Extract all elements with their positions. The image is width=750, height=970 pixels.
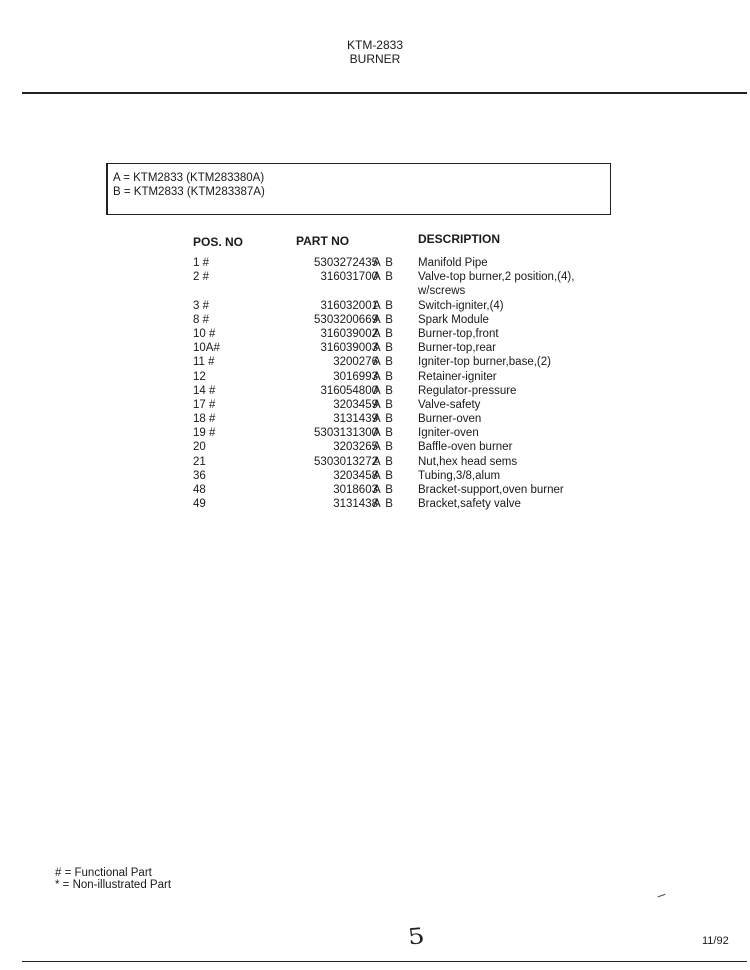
table-row <box>0 256 750 270</box>
models-cell: A B <box>373 327 394 340</box>
part-number-cell: 3131438 <box>333 498 378 511</box>
models-cell: A B <box>373 441 394 454</box>
stray-mark <box>658 894 667 900</box>
table-row <box>0 313 750 327</box>
bottom-divider <box>22 961 747 962</box>
models-cell: A B <box>373 299 394 312</box>
description-cell: Nut,hex head sems <box>418 455 518 468</box>
table-row <box>0 341 750 355</box>
description-cell: Switch-igniter,(4) <box>418 299 504 312</box>
column-header-description: DESCRIPTION <box>418 232 501 246</box>
table-row <box>0 497 750 511</box>
part-number-cell: 3131439 <box>333 413 378 426</box>
part-number-cell: 316032001 <box>320 299 378 312</box>
model-number: KTM-2833 <box>346 38 404 52</box>
pos-cell: 10 # <box>193 327 216 340</box>
table-row <box>0 440 750 454</box>
part-number-cell: 3203265 <box>333 441 378 454</box>
table-row <box>0 355 750 369</box>
part-number-cell: 5303013272 <box>314 455 378 468</box>
part-number-cell: 5303200669 <box>314 313 378 326</box>
description-cell: Burner-top,front <box>418 327 499 340</box>
parts-table-body <box>0 256 750 511</box>
table-row <box>0 270 750 298</box>
models-cell: A B <box>373 398 394 411</box>
models-cell: A B <box>373 384 394 397</box>
footnote-non-illustrated: * = Non-illustrated Part <box>55 878 172 891</box>
description-cell: Bracket-support,oven burner <box>418 484 564 497</box>
pos-cell: 8 # <box>193 313 209 326</box>
table-row <box>0 299 750 313</box>
pos-cell: 20 <box>193 441 206 454</box>
top-divider <box>22 92 747 94</box>
pos-cell: 10A# <box>193 342 220 355</box>
part-number-cell: 316039002 <box>320 327 378 340</box>
table-row <box>0 398 750 412</box>
part-number-cell: 3018603 <box>333 484 378 497</box>
pos-cell: 18 # <box>193 413 216 426</box>
pos-cell: 12 <box>193 370 206 383</box>
description-cell: Manifold Pipe <box>418 257 488 269</box>
models-cell: A B <box>373 313 394 326</box>
models-cell: A B <box>373 370 394 383</box>
models-cell: A B <box>373 356 394 369</box>
pos-cell: 19 # <box>193 427 216 440</box>
model-legend-box <box>106 163 611 215</box>
part-number-cell: 5303131300 <box>314 427 378 440</box>
section-title: BURNER <box>349 52 401 66</box>
model-legend-b: B = KTM2833 (KTM283387A) <box>113 186 265 198</box>
column-header-part: PART NO <box>296 234 350 248</box>
models-cell: A B <box>373 271 394 284</box>
models-cell: A B <box>373 498 394 511</box>
column-header-pos: POS. NO <box>193 235 244 249</box>
description-cell: Burner-top,rear <box>418 342 496 355</box>
description-cell: Burner-oven <box>418 413 482 426</box>
footnotes <box>55 868 171 891</box>
pos-cell: 11 # <box>193 356 215 369</box>
pos-cell: 1 # <box>193 257 209 269</box>
models-cell: A B <box>373 257 394 269</box>
models-cell: A B <box>373 469 394 482</box>
part-number-cell: 3200276 <box>333 356 378 369</box>
table-row <box>0 455 750 469</box>
description-cell: Spark Module <box>418 313 489 326</box>
part-number-cell: 316031700 <box>320 271 378 284</box>
models-cell: A B <box>373 342 394 355</box>
part-number-cell: 3203458 <box>333 469 378 482</box>
page-header <box>0 38 750 66</box>
models-cell: A B <box>373 455 394 468</box>
models-cell: A B <box>373 427 394 440</box>
description-cell: Valve-safety <box>418 398 481 411</box>
pos-cell: 14 # <box>193 384 216 397</box>
model-legend-a: A = KTM2833 (KTM283380A) <box>113 172 265 184</box>
pos-cell: 48 <box>193 484 206 497</box>
description-cell: Valve-top burner,2 position,(4), w/screws <box>418 271 575 298</box>
part-number-cell: 3203459 <box>333 398 378 411</box>
models-cell: A B <box>373 484 394 497</box>
footnote-functional: # = Functional Part <box>55 867 152 879</box>
description-cell: Retainer-igniter <box>418 370 497 383</box>
table-row <box>0 370 750 384</box>
pos-cell: 3 # <box>193 299 209 312</box>
part-number-cell: 3016993 <box>333 370 378 383</box>
table-row <box>0 469 750 483</box>
pos-cell: 36 <box>193 469 206 482</box>
pos-cell: 2 # <box>193 271 209 284</box>
handwritten-page-number: 5 <box>406 923 427 951</box>
revision-date: 11/92 <box>702 935 729 947</box>
part-number-cell: 316039003 <box>320 342 378 355</box>
description-cell: Bracket,safety valve <box>418 498 521 511</box>
description-cell: Igniter-top burner,base,(2) <box>418 356 551 369</box>
table-row <box>0 327 750 341</box>
table-row <box>0 483 750 497</box>
models-cell: A B <box>373 413 394 426</box>
pos-cell: 21 <box>193 455 206 468</box>
description-cell: Baffle-oven burner <box>418 441 513 454</box>
pos-cell: 49 <box>193 498 206 511</box>
pos-cell: 17 # <box>193 398 216 411</box>
part-number-cell: 316054800 <box>320 384 378 397</box>
description-cell: Regulator-pressure <box>418 384 517 397</box>
table-row <box>0 384 750 398</box>
table-row <box>0 426 750 440</box>
table-row <box>0 412 750 426</box>
description-cell: Tubing,3/8,alum <box>418 469 501 482</box>
part-number-cell: 5303272435 <box>314 257 378 269</box>
description-cell: Igniter-oven <box>418 427 479 440</box>
